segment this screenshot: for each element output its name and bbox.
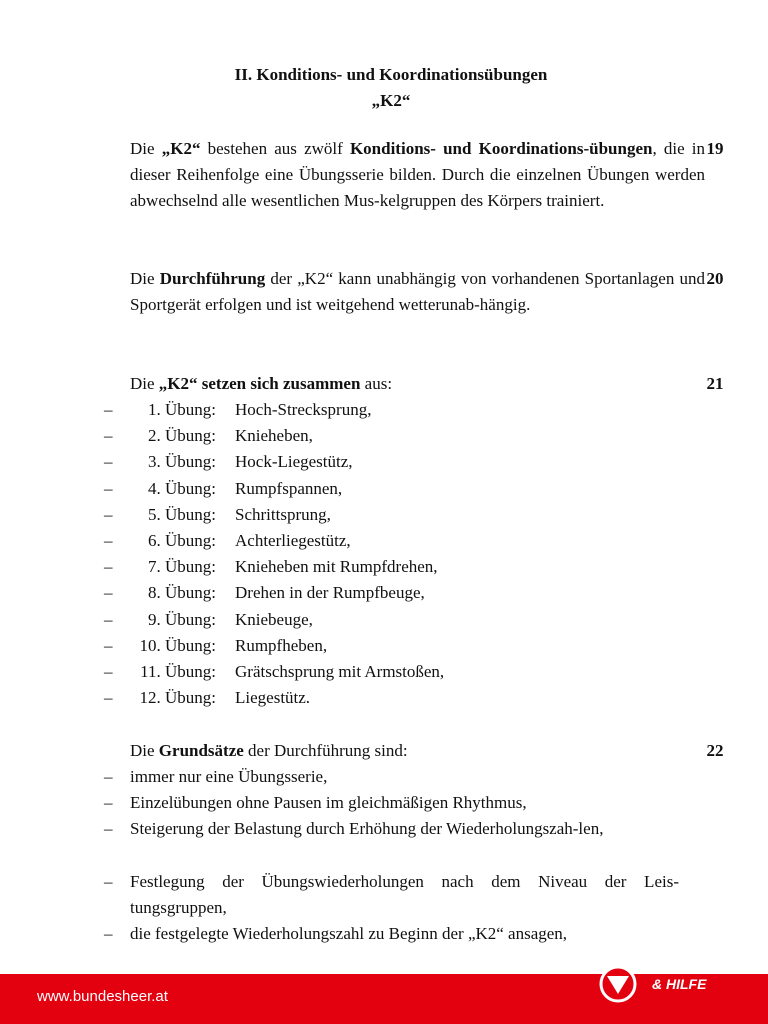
section-subtitle: „K2“ (371, 91, 411, 110)
p19-bold-1: „K2“ (161, 139, 201, 158)
list-dash: – (104, 530, 113, 550)
margin-number-21: 21 (706, 374, 724, 393)
exercise-name: Hoch-Strecksprung, (235, 400, 372, 419)
list-dash: – (104, 400, 113, 419)
p22-bold-1: Grundsätze (158, 741, 244, 760)
list-dash: – (104, 819, 113, 839)
p22-text-2: der Durchführung sind: (243, 741, 408, 760)
principle-list-item (0, 921, 768, 947)
list-dash: – (104, 793, 113, 813)
exercise-name: Hock-Liegestütz, (235, 452, 353, 472)
exercise-list-item (0, 633, 768, 659)
exercise-name: Knieheben mit Rumpfdrehen, (235, 557, 438, 577)
brand-line-2: & HILFE (652, 976, 707, 992)
p19-text-3: , die in dieser Reihenfolge eine Übungsserie bilden. Durch die einzelnen Übungen werden abwechselnd alle wesentlichen Mus-kelgruppen des Körpers trainiert. (130, 139, 706, 211)
bundesheer-triangle-logo-icon (598, 964, 638, 1004)
exercise-ordinal: 8. Übung: (148, 583, 216, 603)
principle-text: immer nur eine Übungsserie, (130, 767, 328, 786)
principles-list (0, 764, 768, 947)
exercise-ordinal: 12. Übung: (139, 688, 216, 708)
p19-text-2: bestehen aus zwölf (200, 139, 350, 158)
list-dash: – (104, 504, 113, 524)
list-dash: – (104, 767, 113, 786)
principles-intro (130, 738, 408, 764)
list-dash: – (104, 924, 113, 944)
exercise-list-item (0, 476, 768, 502)
exercise-ordinal: 10. Übung: (139, 635, 216, 655)
list-dash: – (104, 688, 113, 708)
exercise-name: Rumpfspannen, (235, 478, 343, 498)
exercise-name: Drehen in der Rumpfbeuge, (235, 583, 425, 603)
principle-list-item (0, 816, 768, 868)
exercise-ordinal: 5. Übung: (148, 504, 216, 524)
principle-text: Festlegung der Übungswiederholungen nach dem Niveau der Leis-tungsgruppen, (130, 871, 679, 917)
exercise-list (0, 397, 768, 711)
list-dash: – (104, 583, 113, 603)
principle-text: Steigerung der Belastung durch Erhöhung der Wiederholungszah-len, (130, 819, 604, 839)
p19-text-1: Die (130, 139, 162, 158)
paragraph-20 (104, 266, 705, 318)
principle-list-item (0, 790, 768, 816)
list-dash: – (104, 452, 113, 472)
exercise-list-item (0, 423, 768, 449)
principle-list-item (0, 869, 768, 921)
exercise-list-item (0, 502, 768, 528)
list-dash: – (104, 871, 113, 891)
list-dash: – (104, 635, 113, 655)
exercise-ordinal: 3. Übung: (148, 452, 216, 472)
exercise-list-item (0, 449, 768, 475)
exercise-list-item (0, 607, 768, 633)
p21-text-1: Die (130, 374, 159, 393)
exercise-ordinal: 4. Übung: (148, 478, 216, 498)
list-dash: – (104, 478, 113, 498)
exercise-list-item (0, 580, 768, 606)
exercise-name: Schrittsprung, (235, 504, 331, 524)
exercise-list-item (0, 685, 768, 711)
exercise-ordinal: 11. Übung: (140, 661, 216, 681)
p20-bold-1: Durchführung (159, 269, 266, 288)
exercise-list-intro (130, 371, 392, 397)
exercise-name: Rumpfheben, (235, 635, 328, 655)
p22-text-1: Die (130, 741, 159, 760)
list-dash: – (104, 661, 113, 681)
brand-line-1: SCHUTZ (660, 959, 717, 975)
list-dash: – (104, 609, 113, 629)
section-title: II. Konditions- und Koordinationsübungen (234, 65, 548, 84)
p19-bold-2: Konditions- und Koordinations-übungen (349, 139, 653, 158)
exercise-list-item (0, 528, 768, 554)
exercise-name: Knieheben, (235, 426, 313, 446)
footer-bar (0, 959, 768, 1024)
margin-number-19: 19 (706, 139, 724, 158)
principle-list-item (0, 764, 768, 790)
exercise-name: Kniebeuge, (235, 609, 313, 629)
exercise-list-item (0, 554, 768, 580)
margin-number-22: 22 (706, 741, 724, 760)
exercise-list-item (0, 397, 768, 423)
principle-text: die festgelegte Wiederholungszahl zu Beginn der „K2“ ansagen, (130, 924, 568, 944)
p20-text-1: Die (130, 269, 160, 288)
exercise-ordinal: 6. Übung: (148, 530, 216, 550)
p21-bold-1: „K2“ setzen sich zusammen (158, 374, 361, 393)
exercise-name: Grätschsprung mit Armstoßen, (235, 661, 445, 681)
principle-text: Einzelübungen ohne Pausen im gleichmäßigen Rhythmus, (130, 793, 527, 813)
list-dash: – (104, 557, 113, 577)
footer-website-link[interactable]: www.bundesheer.at (37, 988, 168, 1005)
exercise-list-item (0, 659, 768, 685)
exercise-name: Liegestütz. (235, 688, 311, 708)
p20-text-2: der „K2“ kann unabhängig von vorhandenen Sportanlagen und Sportgerät erfolgen und ist weitgehend wetterunab-hängig. (130, 269, 705, 315)
exercise-name: Achterliegestütz, (235, 530, 351, 550)
exercise-ordinal: 2. Übung: (148, 426, 216, 446)
exercise-ordinal: 7. Übung: (148, 557, 216, 577)
list-dash: – (104, 426, 113, 446)
margin-number-20: 20 (706, 269, 724, 288)
exercise-ordinal: 9. Übung: (148, 609, 216, 629)
p21-text-2: aus: (360, 374, 393, 393)
exercise-ordinal: 1. Übung: (148, 400, 216, 419)
paragraph-19 (104, 136, 705, 215)
